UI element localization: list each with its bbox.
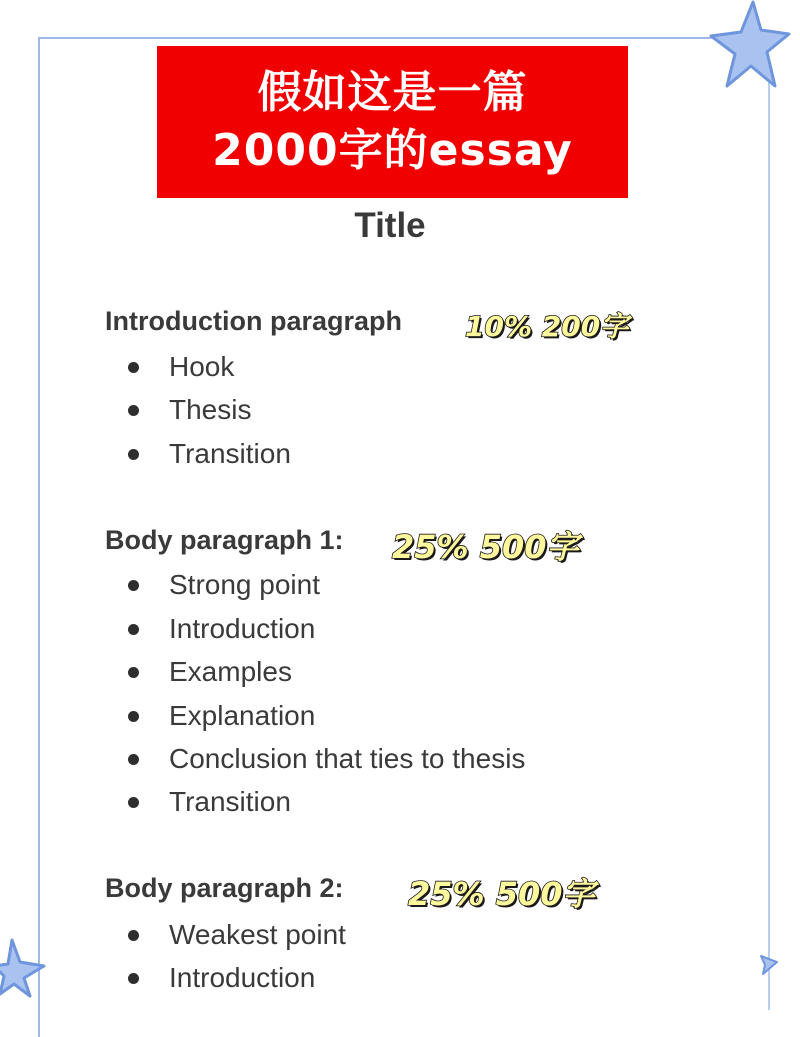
bullet-icon (128, 624, 139, 635)
list-item (128, 782, 291, 822)
list-item (128, 565, 320, 605)
list-item-text: Introduction (169, 613, 316, 644)
list-item-text: Strong point (169, 569, 320, 600)
document-title: Title (354, 206, 426, 245)
list-item (128, 958, 315, 998)
list-item (128, 390, 251, 430)
banner-line-2: 2000字的essay (212, 125, 573, 176)
bullet-icon (128, 754, 139, 765)
bullet-icon (128, 405, 139, 416)
page-frame-right-edge (768, 60, 770, 1010)
bullet-icon (128, 580, 139, 591)
section-heading-body-2: Body paragraph 2: (105, 873, 344, 903)
list-item-text: Weakest point (169, 919, 346, 950)
list-item (128, 739, 525, 779)
bullet-icon (128, 667, 139, 678)
list-item-text: Introduction (169, 962, 316, 993)
list-item-text: Hook (169, 351, 235, 382)
bullet-icon (128, 362, 139, 373)
bullet-icon (128, 711, 139, 722)
list-item (128, 652, 292, 692)
list-item-text: Conclusion that ties to thesis (169, 743, 526, 774)
bullet-icon (128, 973, 139, 984)
bullet-icon (128, 930, 139, 941)
list-item (128, 347, 234, 387)
section-percentage-note: 10% 200字 (465, 310, 629, 343)
bullet-icon (128, 797, 139, 808)
section-heading-body-1: Body paragraph 1: (105, 525, 344, 555)
list-item (128, 696, 315, 736)
list-item-text: Examples (169, 656, 292, 687)
star-decoration-icon (757, 952, 783, 978)
bullet-icon (128, 449, 139, 460)
list-item-text: Thesis (169, 394, 252, 425)
star-decoration-icon (0, 936, 46, 998)
list-item (128, 434, 291, 474)
list-item-text: Transition (169, 438, 291, 469)
list-item (128, 609, 315, 649)
banner-line-1: 假如这是一篇 (257, 67, 528, 118)
list-item-text: Transition (169, 786, 291, 817)
star-decoration-icon (705, 0, 791, 90)
section-heading-introduction: Introduction paragraph (105, 306, 402, 336)
section-percentage-note: 25% 500字 (392, 528, 579, 566)
title-banner (157, 46, 628, 198)
list-item-text: Explanation (169, 700, 316, 731)
list-item (128, 915, 346, 955)
section-percentage-note: 25% 500字 (408, 875, 595, 913)
